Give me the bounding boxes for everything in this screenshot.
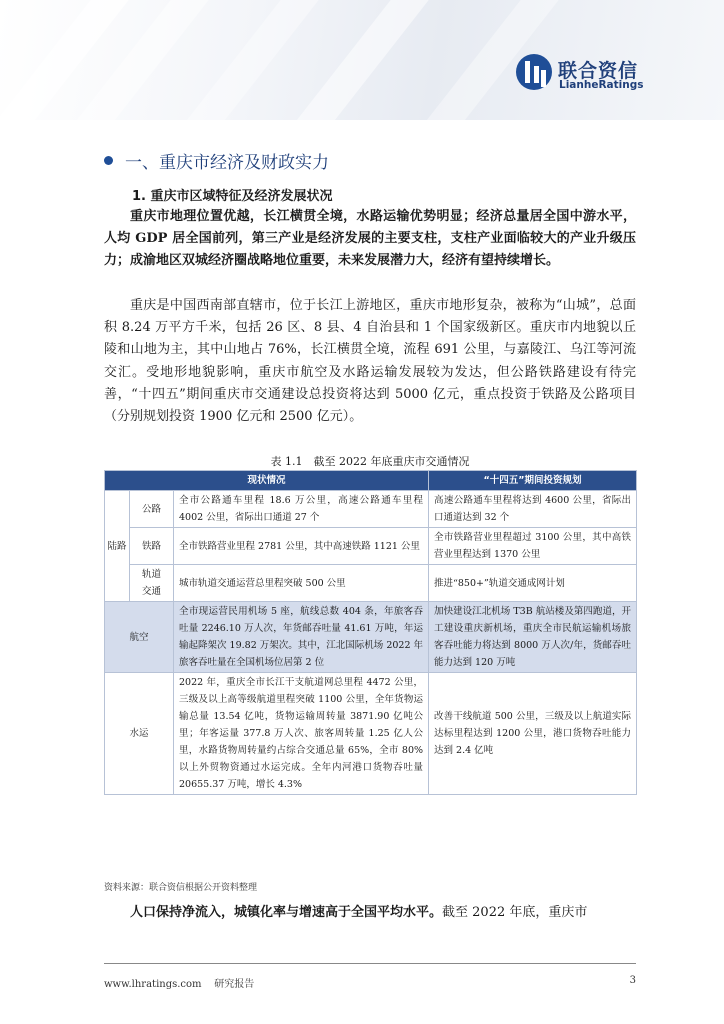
railway-plan: 全市铁路营业里程超过 3100 公里，其中高铁营业里程达到 1370 公里 <box>429 528 637 565</box>
footer-left <box>104 975 254 990</box>
railway-current: 全市铁路营业里程 2781 公里，其中高速铁路 1121 公里 <box>174 528 429 565</box>
aviation-label: 航空 <box>105 602 174 673</box>
table-row-rail-transit <box>105 565 637 602</box>
table-header-row <box>105 471 637 491</box>
table-row-road <box>105 491 637 528</box>
lianhe-logo-icon <box>516 54 552 90</box>
road-label: 公路 <box>130 491 174 528</box>
table-row-aviation <box>105 602 637 673</box>
logo-name-cn: 联合资信 <box>558 60 639 82</box>
closing-paragraph <box>104 902 636 924</box>
summary-paragraph: 重庆市地理位置优越，长江横贯全境，水路运输优势明显；经济总量居全国中游水平，人均 GDP 居全国前列，第三产业是经济发展的主要支柱，支柱产业面临较大的产业升级压力；成渝地区双城经济圈战略地位重要，未来发展潜力大，经济有望持续增长。 <box>104 209 636 269</box>
bullet-icon <box>104 156 113 165</box>
waterway-plan: 改善干线航道 500 公里，三级及以上航道实际达标里程达到 1200 公里，港口货物吞吐能力达到 2.4 亿吨 <box>429 673 637 795</box>
footer-divider <box>104 963 636 964</box>
header-plan: “十四五”期间投资规划 <box>429 471 637 491</box>
road-plan: 高速公路通车里程将达到 4600 公里，省际出口通道达到 32 个 <box>429 491 637 528</box>
section-title <box>104 148 329 173</box>
intro-paragraph: 重庆是中国西南部直辖市，位于长江上游地区，重庆市地形复杂，被称为“山城”，总面积 8.24 万平方千米，包括 26 区、8 县、4 自治县和 1 个国家级新区。重庆市内地貌以丘陵和山地为主，其中山地占 76%，长江横贯全境，流程 691 公里，与嘉陵江、乌江等河流交汇。受地形地貌影响，重庆市航空及水路运输发展较为发达，但公路铁路建设有待完善，“十四五”期间重庆市交通建设总投资将达到 5000 亿元，重点投资于铁路及公路项目（分别规划投资 1900 亿元和 2500 亿元）。 <box>104 298 636 425</box>
footer-label: 研究报告 <box>214 979 255 990</box>
aviation-current: 全市现运营民用机场 5 座，航线总数 404 条，年旅客吞吐量 2246.10 万人次，年货邮吞吐量 41.61 万吨，年运输起降架次 19.82 万架次。其中，江北国际机场 2022 年旅客吞吐量在全国机场位居第 2 位 <box>174 602 429 673</box>
land-category: 陆路 <box>105 491 130 602</box>
table-caption: 表 1.1 截至 2022 年底重庆市交通情况 <box>270 455 470 468</box>
subsection-title: 1. 重庆市区域特征及经济发展状况 <box>132 189 333 204</box>
lianhe-logo <box>516 54 646 94</box>
section-title-text: 一、重庆市经济及财政实力 <box>125 153 329 173</box>
railway-label: 铁路 <box>130 528 174 565</box>
footer-site-link[interactable]: www.lhratings.com <box>104 979 202 990</box>
page-number: 3 <box>629 975 636 986</box>
rail-transit-current: 城市轨道交通运营总里程突破 500 公里 <box>174 565 429 602</box>
rail-transit-plan: 推进“850+”轨道交通成网计划 <box>429 565 637 602</box>
waterway-current: 2022 年，重庆全市长江干支航道网总里程 4472 公里，三级及以上高等级航道里程突破 1100 公里，全年货物运输总量 13.54 亿吨，货物运输周转量 3871.90 亿吨公里；年客运量 377.8 万人次、旅客周转量 1.25 亿人公里，水路货物周转量约占综合交通总量 65%，全市 80%以上外贸物资通过水运完成。全年内河港口货物吞吐量 20655.37 万吨，增长 4.3% <box>174 673 429 795</box>
traffic-table <box>104 470 637 795</box>
aviation-plan: 加快建设江北机场 T3B 航站楼及第四跑道，开工建设重庆新机场，重庆全市民航运输机场旅客吞吐能力将达到 8000 万人次/年，货邮吞吐能力达到 120 万吨 <box>429 602 637 673</box>
logo-name-en: LianheRatings <box>559 79 644 91</box>
waterway-label: 水运 <box>105 673 174 795</box>
table-source: 资料来源：联合资信根据公开资料整理 <box>104 883 258 893</box>
closing-normal: 截至 2022 年底，重庆市 <box>442 905 588 920</box>
closing-bold: 人口保持净流入，城镇化率与增速高于全国平均水平。 <box>130 905 443 920</box>
road-current: 全市公路通车里程 18.6 万公里，高速公路通车里程 4002 公里，省际出口通道 27 个 <box>174 491 429 528</box>
rail-transit-label: 轨道交通 <box>130 565 174 602</box>
table-row-waterway <box>105 673 637 795</box>
header-current: 现状情况 <box>105 471 429 491</box>
table-row-railway <box>105 528 637 565</box>
